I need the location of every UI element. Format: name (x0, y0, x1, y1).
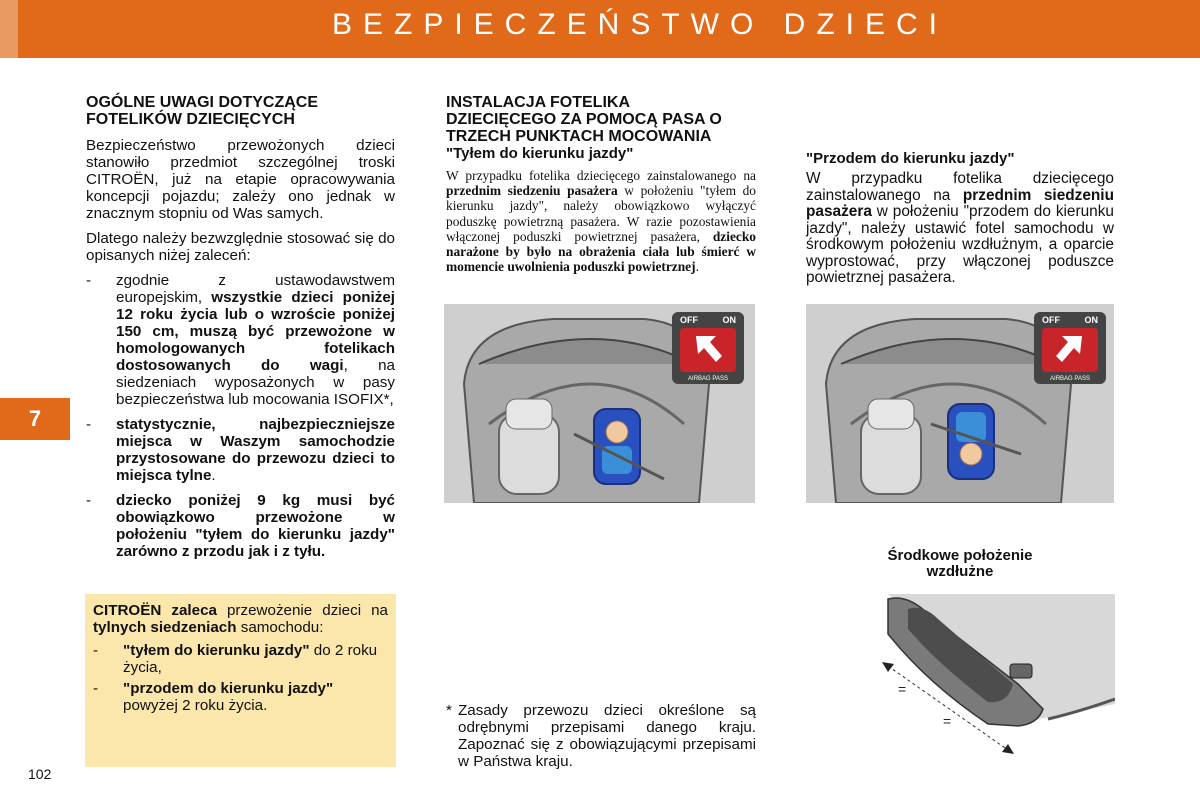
recommendation-text (93, 602, 388, 636)
list-item-bold: dziecko poniżej 9 kg musi być obowiązkowo przewożone w położeniu "tyłem do kierunku jazdy" zarówno z przodu jak i z tyłu. (116, 492, 395, 560)
list-item-text: . (211, 467, 216, 484)
list-item-text: zgodnie z ustawodawstwem europejskim, (116, 272, 395, 306)
forward-facing-text-part: W przypadku fotelika dziecięcego zainstalowanego na (806, 170, 1114, 204)
middle-heading-line1: INSTALACJA FOTELIKA (446, 94, 630, 111)
list-item-text: do 2 roku życia, (123, 642, 378, 676)
forward-facing-illustration (806, 304, 1114, 503)
rear-facing-text-bold: przednim siedzeniu pasażera (446, 183, 618, 199)
left-column (86, 94, 395, 568)
list-item-bold: "tyłem do kierunku jazdy" (123, 642, 310, 659)
forward-facing-text-part: w położeniu "przodem do kierunku jazdy", należy ustawić fotel samochodu w środkowym położeniu wzdłużnym, a oparcie wyprostować, przy włączonej poduszce powietrznej pasażera. (806, 203, 1114, 286)
rear-facing-subheading: "Tyłem do kierunku jazdy" (446, 145, 634, 162)
seat-rail-diagram (868, 594, 1115, 767)
recommendation-seat: tylnych siedzeniach (93, 619, 237, 636)
left-heading-line2: FOTELIKÓW DZIECIĘCYCH (86, 111, 295, 128)
list-item (93, 642, 388, 676)
airbag-panel (672, 312, 744, 384)
caption-line1: Środkowe położenie (887, 547, 1033, 564)
list-item-bold: "przodem do kierunku jazdy" (123, 680, 334, 697)
airbag-off-label: OFF (680, 315, 698, 325)
airbag-panel (1034, 312, 1106, 384)
airbag-on-label: ON (1084, 315, 1098, 325)
svg-text:=: = (943, 713, 952, 729)
intro-paragraph-1: Bezpieczeństwo przewożonych dzieci stanowiło przedmiot szczególnej troski CITROËN, już na etapie opracowywania koncepcji pojazdu; zależy ono jednak w znacznym stopniu od Was samych. (86, 137, 395, 222)
header-tab (0, 0, 18, 58)
left-heading (86, 94, 395, 128)
seat-position-illustration (868, 594, 1115, 767)
list-dash: - (86, 492, 92, 509)
middle-heading (446, 94, 756, 145)
list-item-bold: wszystkie dzieci poniżej 12 roku życia lub o wzroście poniżej 150 cm, muszą być przewożone w homologowanych fotelikach dostosowanych do wagi (116, 289, 395, 374)
svg-text:=: = (898, 681, 907, 697)
list-item (93, 680, 388, 714)
list-item-text: powyżej 2 roku życia. (123, 697, 268, 714)
rear-facing-text-part: W przypadku fotelika dziecięcego zainstalowanego na (446, 168, 756, 183)
left-heading-line1: OGÓLNE UWAGI DOTYCZĄCE (86, 94, 318, 111)
recommendation-brand: CITROËN zaleca (93, 602, 217, 619)
forward-facing-text (806, 171, 1114, 287)
list-item (86, 492, 395, 560)
rear-facing-warning: dziecko narażone by było na obrażenia ciała lub śmierć w momencie uwolnienia poduszki powietrznej (446, 228, 756, 275)
airbag-on-label: ON (722, 315, 736, 325)
list-dash: - (93, 680, 99, 697)
middle-heading-line3: TRZECH PUNKTACH MOCOWANIA (446, 128, 712, 145)
forward-facing-text-bold: przednim siedzeniu pasażera (806, 186, 1114, 220)
intro-paragraph-2: Dlatego należy bezwzględnie stosować się do opisanych niżej zaleceń: (86, 230, 395, 264)
rear-facing-text (446, 168, 756, 274)
rules-list (86, 272, 395, 560)
page-title: BEZPIECZEŃSTWO DZIECI (331, 8, 949, 41)
recommendation-box (85, 594, 396, 767)
list-item (86, 416, 395, 484)
list-item-text: , na siedzeniach wyposażonych w pasy bezpieczeństwa lub mocowania ISOFIX*, (116, 357, 395, 408)
middle-heading-line2: DZIECIĘCEGO ZA POMOCĄ PASA O (446, 111, 722, 128)
airbag-off-label: OFF (1042, 315, 1060, 325)
diagonal-arrow-icon (672, 312, 744, 384)
list-item-bold: statystycznie, najbezpieczniejsze miejsca w Waszym samochodzie przystosowane do przewozu dzieci to miejsca tylne (116, 416, 395, 484)
list-dash: - (86, 416, 92, 433)
list-dash: - (86, 272, 92, 289)
list-item (86, 272, 395, 408)
rear-facing-illustration (444, 304, 755, 503)
right-column (806, 150, 1114, 287)
seat-position-caption (850, 548, 1070, 580)
recommendation-text-part: samochodu: (236, 619, 324, 636)
footnote (446, 702, 756, 770)
caption-line2: wzdłużne (926, 563, 994, 580)
footnote-text: Zasady przewozu dzieci określone są odrębnymi przepisami danego kraju. Zapoznać się z obowiązującymi przepisami w Państwa kraju. (458, 702, 756, 770)
list-dash: - (93, 642, 99, 659)
diagonal-arrow-icon (1034, 312, 1106, 384)
chapter-tab: 7 (0, 398, 70, 440)
recommendation-list (93, 642, 388, 714)
rear-facing-text-part: . (695, 259, 699, 275)
page-number: 102 (28, 766, 52, 782)
footnote-mark: * (446, 702, 452, 719)
rear-facing-text-part: w położeniu "tyłem do kierunku jazdy", należy obowiązkowo wyłączyć poduszkę powietrzną pasażera. W razie pozostawienia włączonej poduszki powietrznej pasażera, (446, 183, 756, 244)
airbag-pass-label: AIRBAG PASS (688, 376, 728, 382)
airbag-pass-label: AIRBAG PASS (1050, 376, 1090, 382)
middle-column (446, 94, 756, 274)
forward-facing-subheading: "Przodem do kierunku jazdy" (806, 150, 1015, 167)
recommendation-text-part: przewożenie dzieci na (216, 602, 388, 619)
